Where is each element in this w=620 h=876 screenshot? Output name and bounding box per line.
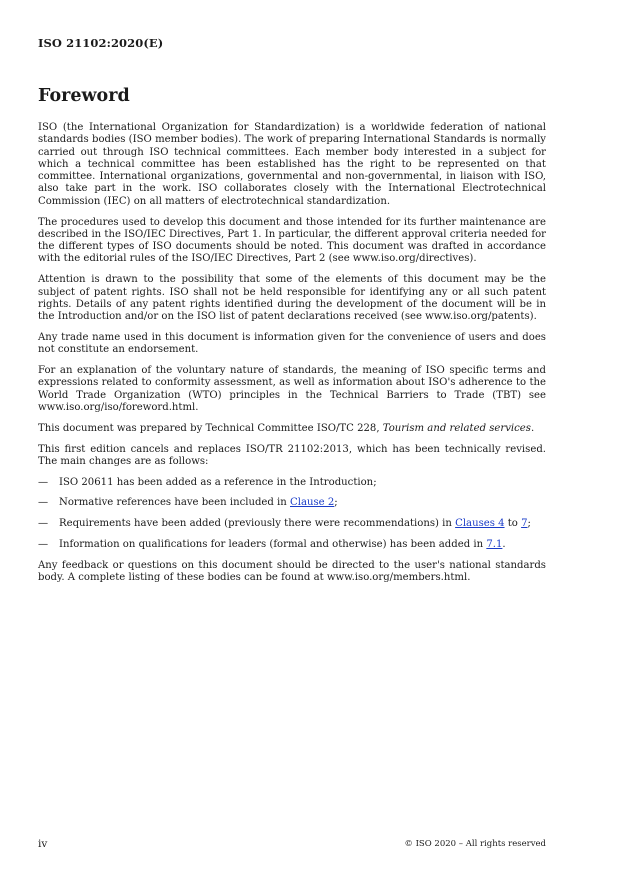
- committee-text: This document was prepared by Technical Committee ISO/TC 228,: [38, 422, 383, 434]
- list-item-text-post: ;: [334, 497, 338, 509]
- list-item-text-post: .: [502, 539, 506, 551]
- page-number: iv: [38, 838, 48, 850]
- copyright-notice: © ISO 2020 – All rights reserved: [404, 839, 546, 849]
- list-item-text: [59, 518, 546, 530]
- list-item-text-pre: Requirements have been added (previously there were recommendations) in: [59, 518, 456, 530]
- list-item-text: [59, 497, 546, 509]
- dash-bullet: —: [38, 518, 49, 530]
- clause-7-link[interactable]: 7: [521, 518, 528, 530]
- list-item: [38, 497, 546, 509]
- paragraph-iso-intro: ISO (the International Organization for Standardization) is a worldwide federation of national standards bodies (ISO member bodies). The work of preparing International Standards is normally carried out through ISO technical committees. Each member body interested in a subject for which a technical committee has been established has the right to be represented on that committee. International organizations, governmental and non-governmental, in liaison with ISO, also take part in the work. ISO collaborates closely with the International Electrotechnical Commission (IEC) on all matters of electrotechnical standardization.: [38, 122, 546, 207]
- list-item-text-post: ;: [527, 518, 531, 530]
- paragraph-procedures: The procedures used to develop this document and those intended for its further maintenance are described in the ISO/IEC Directives, Part 1. In particular, the different approval criteria needed for the different types of ISO documents should be noted. This document was drafted in accordance with the editorial rules of the ISO/IEC Directives, Part 2 (see www.iso.org/directives).: [38, 216, 546, 265]
- list-item-text: ISO 20611 has been added as a reference in the Introduction;: [59, 476, 377, 488]
- committee-name: Tourism and related services: [382, 422, 531, 434]
- list-item: [38, 518, 546, 530]
- paragraph-edition: This first edition cancels and replaces ISO/TR 21102:2013, which has been technically revised. The main changes are as follows:: [38, 443, 546, 467]
- paragraph-voluntary-nature: For an explanation of the voluntary nature of standards, the meaning of ISO specific terms and expressions related to conformity assessment, as well as information about ISO's adherence to the World Trade Organization (WTO) principles in the Technical Barriers to Trade (TBT) see www.iso.org/iso/foreword.html.: [38, 365, 546, 413]
- list-item: [38, 539, 546, 551]
- clauses-4-link[interactable]: Clauses 4: [455, 518, 505, 530]
- list-item-text-mid: to: [504, 518, 522, 530]
- paragraph-committee: [38, 423, 546, 435]
- foreword-body: [38, 122, 546, 593]
- clause-2-link[interactable]: Clause 2: [290, 497, 335, 509]
- list-item-text: [59, 539, 546, 551]
- list-item-text-pre: Normative references have been included in: [59, 497, 290, 509]
- dash-bullet: —: [38, 497, 49, 509]
- list-item: [38, 477, 546, 489]
- section-title: Foreword: [38, 86, 130, 106]
- paragraph-trade-name: Any trade name used in this document is information given for the convenience of users and does not constitute an endorsement.: [38, 331, 546, 356]
- clause-7-1-link[interactable]: 7.1: [486, 539, 503, 551]
- committee-period: .: [530, 422, 535, 434]
- dash-bullet: —: [38, 476, 49, 488]
- list-item-text-pre: Information on qualifications for leaders (formal and otherwise) has been added in: [59, 539, 487, 551]
- paragraph-patents: Attention is drawn to the possibility that some of the elements of this document may be the subject of patent rights. ISO shall not be held responsible for identifying any or all such patent rights. Details of any patent rights identified during the development of the document will be in the Introduction and/or on the ISO list of patent declarations received (see www.iso.org/patents).: [38, 274, 546, 323]
- document-id-header: ISO 21102:2020(E): [38, 36, 164, 50]
- paragraph-feedback: Any feedback or questions on this document should be directed to the user's national standards body. A complete listing of these bodies can be found at www.iso.org/members.html.: [38, 559, 546, 584]
- dash-bullet: —: [38, 539, 49, 551]
